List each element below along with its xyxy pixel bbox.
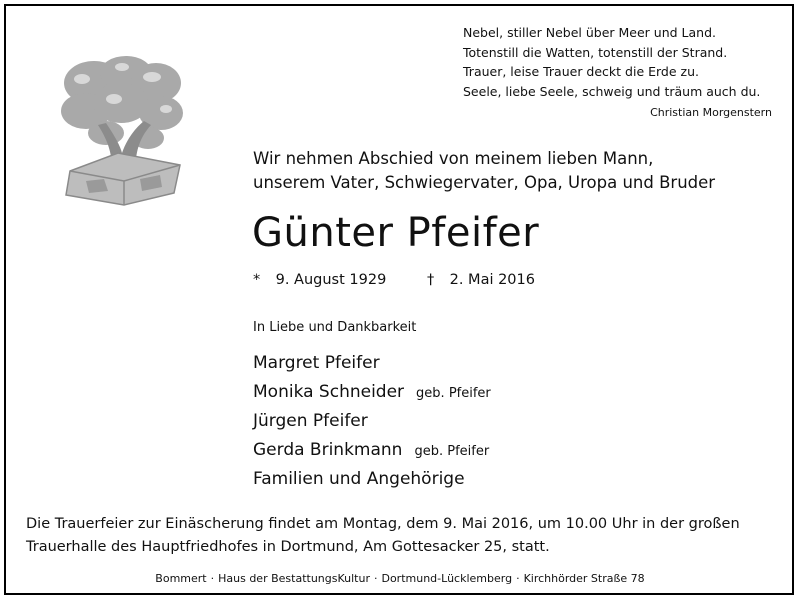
mourner-name: Gerda Brinkmann bbox=[253, 440, 403, 460]
intro-line: Wir nehmen Abschied von meinem lieben Mann, bbox=[253, 149, 654, 168]
mourner-name: Jürgen Pfeifer bbox=[253, 411, 368, 431]
footer-part: Dortmund-Lücklemberg bbox=[381, 572, 513, 585]
funeral-home-footer bbox=[0, 572, 800, 585]
ceremony-line: Die Trauerfeier zur Einäscherung findet am Montag, dem 9. Mai 2016, um 10.00 Uhr in der großen bbox=[26, 516, 740, 532]
mourner-name: Margret Pfeifer bbox=[253, 353, 380, 373]
mourner bbox=[253, 465, 491, 494]
mourner-note: geb. Pfeifer bbox=[416, 386, 491, 401]
poem-line: Nebel, stiller Nebel über Meer und Land. bbox=[463, 25, 716, 40]
birth-date-line bbox=[253, 272, 386, 288]
mourner bbox=[253, 349, 491, 378]
tree-icon bbox=[56, 53, 186, 206]
intro-line: unserem Vater, Schwiegervater, Opa, Uropa und Bruder bbox=[253, 173, 716, 192]
poem-line: Trauer, leise Trauer deckt die Erde zu. bbox=[463, 64, 699, 79]
mourner bbox=[253, 436, 491, 465]
intro-text bbox=[253, 147, 715, 195]
footer-part: Haus der BestattungsKultur bbox=[218, 572, 370, 585]
footer-separator: · bbox=[210, 572, 215, 585]
footer-part: Bommert bbox=[155, 572, 207, 585]
mourner-name: Monika Schneider bbox=[253, 382, 405, 402]
mourner-name: Familien und Angehörige bbox=[253, 469, 465, 489]
love-line: In Liebe und Dankbarkeit bbox=[253, 320, 417, 335]
birth-symbol: * bbox=[253, 272, 261, 288]
footer-separator: · bbox=[516, 572, 520, 585]
footer-separator: · bbox=[373, 572, 378, 585]
death-symbol: † bbox=[427, 272, 435, 288]
ceremony-line: Trauerhalle des Hauptfriedhofes in Dortmund, Am Gottesacker 25, statt. bbox=[26, 539, 550, 555]
birth-date: 9. August 1929 bbox=[275, 272, 387, 288]
poem-line: Totenstill die Watten, totenstill der Strand. bbox=[463, 44, 728, 60]
deceased-name: Günter Pfeifer bbox=[252, 210, 540, 256]
poem-author: Christian Morgenstern bbox=[650, 106, 772, 119]
ceremony-text bbox=[26, 513, 786, 559]
death-date: 2. Mai 2016 bbox=[449, 272, 535, 288]
poem bbox=[463, 23, 760, 101]
mourner bbox=[253, 378, 491, 407]
footer-part: Kirchhörder Straße 78 bbox=[523, 572, 645, 585]
death-date-line bbox=[427, 272, 535, 288]
poem-line: Seele, liebe Seele, schweig und träum auch du. bbox=[463, 83, 761, 99]
mourner bbox=[253, 407, 491, 436]
mourner-note: geb. Pfeifer bbox=[414, 444, 490, 459]
mourners-list bbox=[253, 349, 491, 494]
